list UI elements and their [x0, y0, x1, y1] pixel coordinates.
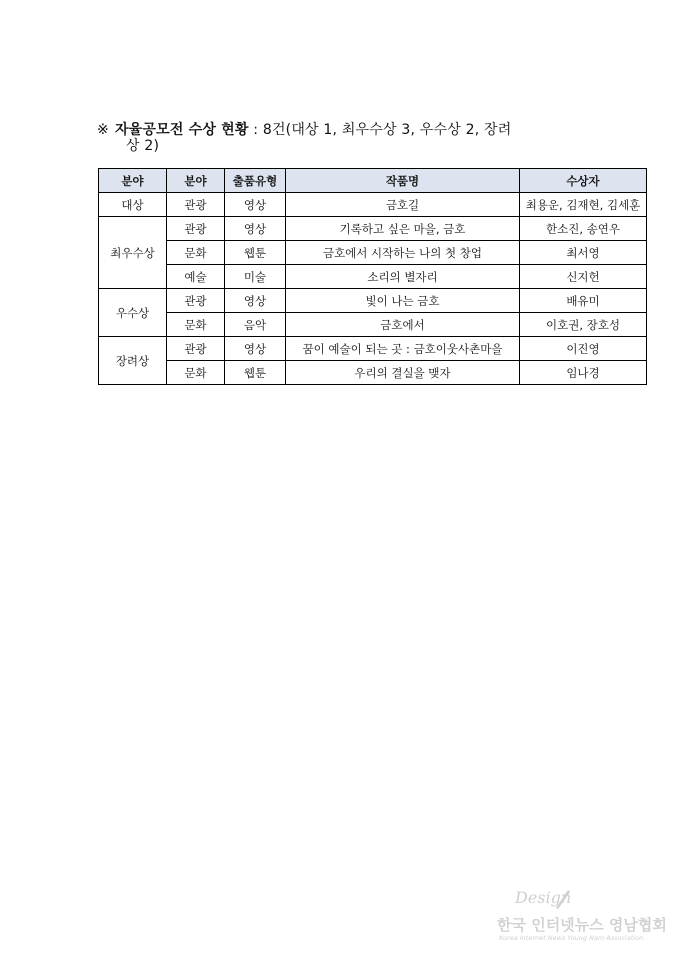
- heading-title: 자율공모전 수상 현황: [114, 122, 249, 138]
- watermark-org-english: Korea Internet News Young Nam Association: [499, 934, 644, 942]
- type-cell: 음악: [225, 313, 286, 337]
- award-cell: 대상: [99, 193, 167, 217]
- awards-table: [98, 168, 647, 385]
- field-cell: 예술: [167, 265, 225, 289]
- heading-detail-continued: 상 2): [126, 138, 160, 154]
- type-cell: 영상: [225, 193, 286, 217]
- work-cell: 빛이 나는 금호: [286, 289, 520, 313]
- winner-cell: 이진영: [520, 337, 647, 361]
- section-heading: [97, 122, 597, 154]
- winner-cell: 이호권, 장호성: [520, 313, 647, 337]
- watermark-logo: [497, 888, 672, 948]
- field-cell: 관광: [167, 289, 225, 313]
- award-cell: 최우수상: [99, 217, 167, 289]
- winner-cell: 신지헌: [520, 265, 647, 289]
- table-row: [99, 289, 647, 313]
- watermark-org-name: 한국 인터넷뉴스 영남협회: [497, 916, 667, 934]
- table-row: [99, 313, 647, 337]
- award-cell: 장려상: [99, 337, 167, 385]
- type-cell: 영상: [225, 337, 286, 361]
- table-row: [99, 217, 647, 241]
- heading-detail: : 8건(대상 1, 최우수상 3, 우수상 2, 장려: [253, 122, 512, 138]
- table-row: [99, 361, 647, 385]
- type-cell: 웹툰: [225, 361, 286, 385]
- field-cell: 문화: [167, 241, 225, 265]
- work-cell: 기록하고 싶은 마을, 금호: [286, 217, 520, 241]
- winner-cell: 최용운, 김재현, 김세훈: [520, 193, 647, 217]
- award-cell: 우수상: [99, 289, 167, 337]
- field-cell: 관광: [167, 337, 225, 361]
- work-cell: 소리의 별자리: [286, 265, 520, 289]
- header-entry-type: 출품유형: [225, 169, 286, 193]
- type-cell: 영상: [225, 217, 286, 241]
- field-cell: 문화: [167, 361, 225, 385]
- winner-cell: 최서영: [520, 241, 647, 265]
- type-cell: 웹툰: [225, 241, 286, 265]
- field-cell: 관광: [167, 193, 225, 217]
- type-cell: 미술: [225, 265, 286, 289]
- winner-cell: 배유미: [520, 289, 647, 313]
- reference-mark: ※: [97, 122, 109, 138]
- table-row: [99, 193, 647, 217]
- field-cell: 문화: [167, 313, 225, 337]
- header-winner: 수상자: [520, 169, 647, 193]
- field-cell: 관광: [167, 217, 225, 241]
- pen-nib-icon: [552, 888, 572, 910]
- type-cell: 영상: [225, 289, 286, 313]
- work-cell: 꿈이 예술이 되는 곳 : 금호이웃사촌마을: [286, 337, 520, 361]
- header-work-title: 작품명: [286, 169, 520, 193]
- header-field: 분야: [167, 169, 225, 193]
- work-cell: 금호에서: [286, 313, 520, 337]
- work-cell: 우리의 결실을 맺자: [286, 361, 520, 385]
- winner-cell: 한소진, 송연우: [520, 217, 647, 241]
- work-cell: 금호길: [286, 193, 520, 217]
- table-header-row: [99, 169, 647, 193]
- header-award: 분야: [99, 169, 167, 193]
- table-row: [99, 241, 647, 265]
- work-cell: 금호에서 시작하는 나의 첫 창업: [286, 241, 520, 265]
- watermark-script-text: Design: [515, 888, 572, 907]
- table-row: [99, 337, 647, 361]
- table-row: [99, 265, 647, 289]
- winner-cell: 임나경: [520, 361, 647, 385]
